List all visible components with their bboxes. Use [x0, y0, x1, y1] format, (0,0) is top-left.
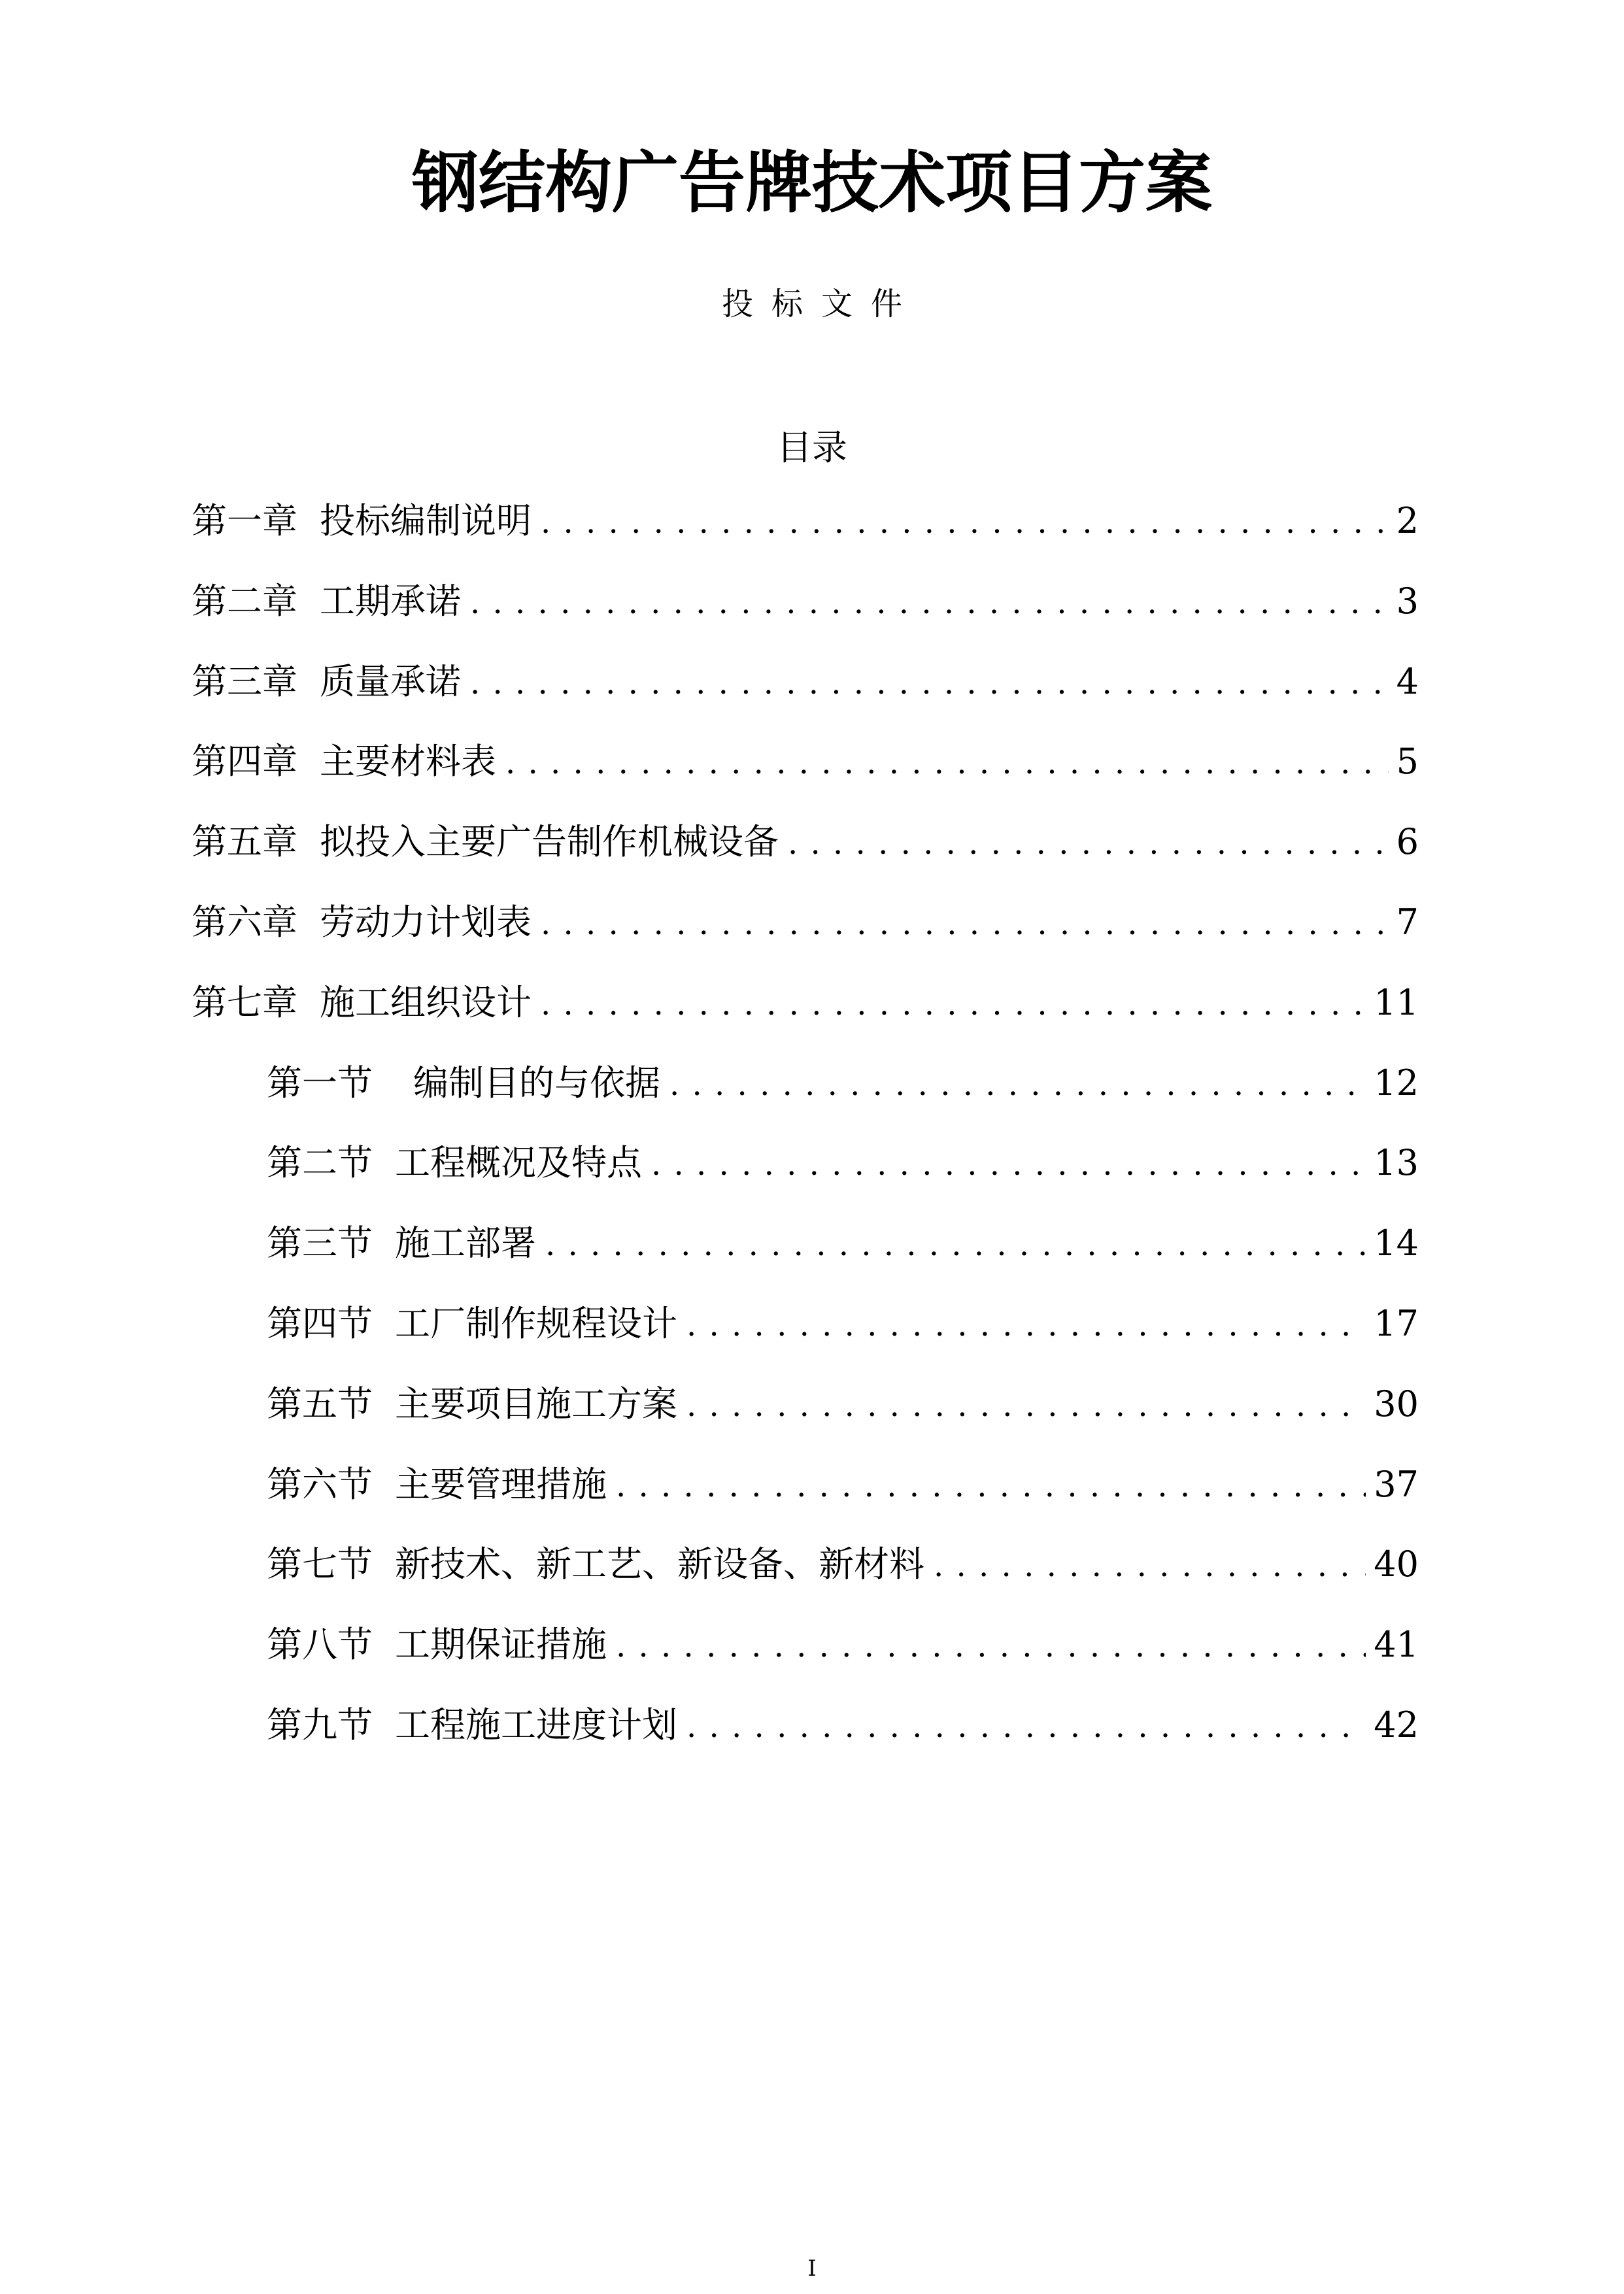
toc-entry-number: 第二章 — [192, 580, 297, 622]
toc-dot-leader — [541, 493, 1389, 552]
toc-dot-leader — [541, 894, 1389, 953]
toc-entry-title: 工期保证措施 — [395, 1624, 607, 1666]
toc-entry-page: 12 — [1374, 1062, 1419, 1104]
toc-entry-number: 第三节 — [267, 1223, 373, 1264]
toc-entry-number: 第一节 — [267, 1062, 373, 1104]
toc-entry-title: 劳动力计划表 — [320, 901, 532, 943]
toc-entry-page: 30 — [1374, 1383, 1419, 1425]
toc-entry-number: 第六节 — [267, 1463, 373, 1505]
toc-dot-leader — [470, 573, 1389, 632]
toc-dot-leader — [616, 1617, 1366, 1676]
toc-entry-number: 第三章 — [192, 660, 297, 702]
toc-entry-title: 主要管理措施 — [395, 1463, 607, 1505]
toc-entry-number: 第九节 — [267, 1704, 373, 1746]
toc-entry[interactable] — [192, 813, 1419, 893]
toc-entry-title: 施工组织设计 — [320, 981, 532, 1023]
toc-entry-page: 40 — [1374, 1543, 1419, 1585]
toc-entry[interactable] — [192, 1696, 1419, 1776]
toc-entry-page: 7 — [1396, 901, 1419, 943]
toc-entry[interactable] — [192, 1054, 1419, 1134]
toc-entry-title: 工厂制作规程设计 — [395, 1302, 677, 1344]
toc-dot-leader — [686, 1376, 1366, 1435]
toc-entry[interactable] — [192, 893, 1419, 973]
toc-dot-leader — [788, 814, 1389, 873]
toc-dot-leader — [651, 1135, 1366, 1194]
toc-entry[interactable] — [192, 492, 1419, 572]
toc-entry[interactable] — [192, 1294, 1419, 1375]
toc-entry[interactable] — [192, 1615, 1419, 1696]
toc-entry-number: 第五节 — [267, 1383, 373, 1425]
toc-entry-number: 第六章 — [192, 901, 297, 943]
toc-entry-page: 42 — [1374, 1704, 1419, 1746]
toc-entry-title: 施工部署 — [395, 1223, 536, 1264]
toc-entry-page: 5 — [1396, 741, 1419, 783]
toc-entry[interactable] — [192, 572, 1419, 652]
toc-entry-number: 第二节 — [267, 1142, 373, 1184]
toc-entry[interactable] — [192, 732, 1419, 813]
page-number: I — [807, 2255, 817, 2282]
toc-entry[interactable] — [192, 973, 1419, 1054]
page-subtitle: 投标文件 — [721, 286, 921, 322]
toc-entry-number: 第一章 — [192, 500, 297, 541]
toc-entry-number: 第四章 — [192, 741, 297, 783]
toc-entry-page: 17 — [1374, 1302, 1419, 1344]
toc-entry-title: 编制目的与依据 — [413, 1062, 660, 1104]
toc-entry-number: 第七节 — [267, 1543, 373, 1585]
table-of-contents — [192, 492, 1419, 1776]
toc-dot-leader — [616, 1457, 1366, 1515]
toc-entry-number: 第四节 — [267, 1302, 373, 1344]
toc-dot-leader — [505, 734, 1389, 792]
toc-entry[interactable] — [192, 1375, 1419, 1455]
toc-entry-title: 拟投入主要广告制作机械设备 — [320, 821, 779, 863]
toc-entry[interactable] — [192, 1535, 1419, 1615]
toc-entry-number: 第七章 — [192, 981, 297, 1023]
toc-heading: 目录 — [777, 427, 847, 468]
toc-entry-page: 14 — [1374, 1223, 1419, 1264]
toc-dot-leader — [669, 1055, 1366, 1114]
toc-dot-leader — [686, 1697, 1366, 1756]
toc-dot-leader — [686, 1296, 1366, 1355]
toc-entry-page: 11 — [1374, 981, 1419, 1023]
toc-entry-title: 工程施工进度计划 — [395, 1704, 677, 1746]
toc-entry-title: 质量承诺 — [320, 660, 461, 702]
toc-entry-title: 新技术、新工艺、新设备、新材料 — [395, 1543, 924, 1585]
toc-entry[interactable] — [192, 652, 1419, 733]
toc-entry-number: 第五章 — [192, 821, 297, 863]
page-title: 钢结构广告牌技术项目方案 — [412, 144, 1212, 222]
toc-entry-title: 主要项目施工方案 — [395, 1383, 677, 1425]
toc-entry-title: 工程概况及特点 — [395, 1142, 642, 1184]
toc-entry-title: 投标编制说明 — [320, 500, 532, 541]
toc-entry[interactable] — [192, 1214, 1419, 1294]
toc-entry-page: 41 — [1374, 1624, 1419, 1666]
toc-dot-leader — [934, 1536, 1366, 1595]
toc-entry-page: 2 — [1396, 500, 1419, 541]
toc-entry[interactable] — [192, 1134, 1419, 1214]
toc-entry-title: 工期承诺 — [320, 580, 461, 622]
toc-entry-page: 6 — [1396, 821, 1419, 863]
toc-dot-leader — [541, 975, 1366, 1034]
toc-entry-page: 37 — [1374, 1463, 1419, 1505]
toc-entry-page: 3 — [1396, 580, 1419, 622]
toc-entry[interactable] — [192, 1455, 1419, 1536]
toc-entry-page: 4 — [1396, 660, 1419, 702]
toc-entry-number: 第八节 — [267, 1624, 373, 1666]
toc-dot-leader — [545, 1215, 1366, 1274]
toc-entry-page: 13 — [1374, 1142, 1419, 1184]
toc-dot-leader — [470, 654, 1389, 713]
toc-entry-title: 主要材料表 — [320, 741, 496, 783]
